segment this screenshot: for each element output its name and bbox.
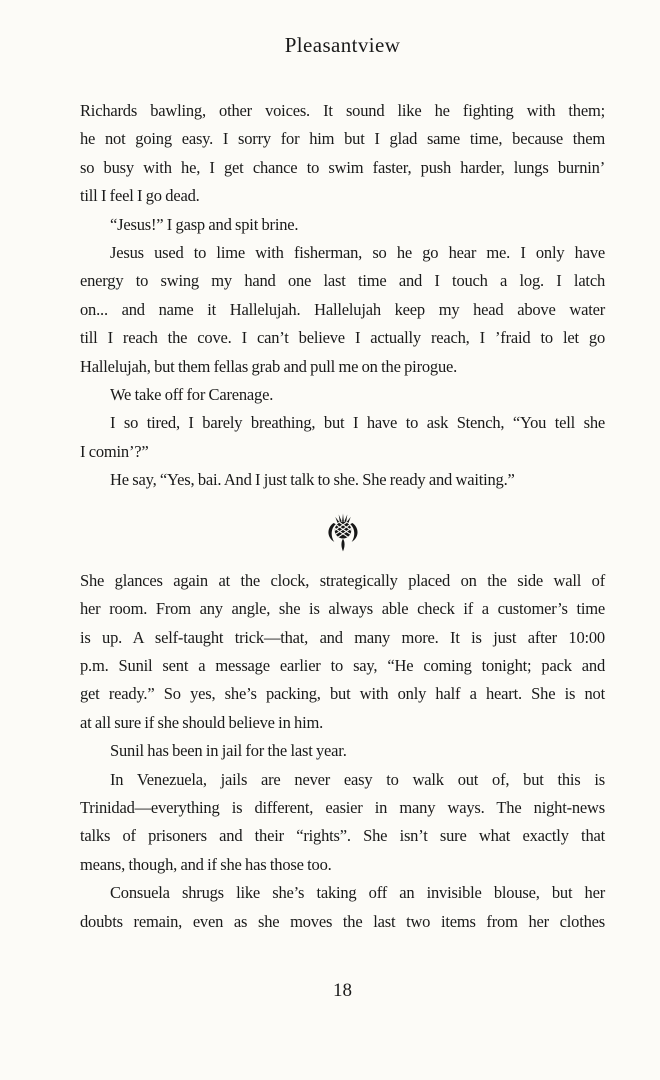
text-line: Hallelujah, but them fellas grab and pull me on the pirogue. (80, 356, 458, 376)
paragraph (80, 97, 605, 211)
text-line: is up. A self-taught trick—that, and many more. It is just after 10:00 (80, 627, 605, 647)
text-line: p.m. Sunil sent a message earlier to say, “He coming tonight; pack and (80, 655, 605, 675)
text-line: He say, “Yes, bai. And I just talk to she. She ready and waiting.” (110, 470, 515, 490)
text-line: She glances again at the clock, strategically placed on the side wall of (80, 570, 605, 590)
text-line: her room. From any angle, she is always able check if a customer’s time (80, 599, 605, 619)
text-line: I so tired, I barely breathing, but I have to ask Stench, “You tell she (110, 413, 605, 433)
paragraph (80, 409, 605, 466)
text-line: get ready.” So yes, she’s packing, but with only half a heart. She is not (80, 684, 605, 704)
text-line: he not going easy. I sorry for him but I glad same time, because them (80, 129, 605, 149)
text-line: doubts remain, even as she moves the last two items from her clothes (80, 911, 605, 931)
text-line: Trinidad—everything is different, easier in many ways. The night-news (80, 797, 605, 817)
text-line: so busy with he, I get chance to swim faster, push harder, lungs burnin’ (80, 157, 605, 177)
text-line: till I feel I go dead. (80, 186, 200, 206)
body-text (80, 97, 605, 936)
text-line: “Jesus!” I gasp and spit brine. (110, 214, 299, 234)
text-line: till I reach the cove. I can’t believe I actually reach, I ’fraid to let go (80, 328, 605, 348)
paragraph (80, 466, 605, 494)
text-line: Jesus used to lime with fisherman, so he go hear me. I only have (110, 243, 605, 263)
paragraph (80, 381, 605, 409)
text-line: on... and name it Hallelujah. Hallelujah keep my head above water (80, 299, 605, 319)
text-line: Sunil has been in jail for the last year. (110, 741, 347, 761)
text-line: Consuela shrugs like she’s taking off an invisible blouse, but her (110, 883, 605, 903)
paragraph (80, 737, 605, 765)
text-line: In Venezuela, jails are never easy to walk out of, but this is (110, 769, 605, 789)
paragraph (80, 567, 605, 737)
section-break (80, 510, 605, 554)
text-line: I comin’?” (80, 441, 149, 461)
text-line: Richards bawling, other voices. It sound like he fighting with them; (80, 101, 605, 120)
text-line: talks of prisoners and their “rights”. She isn’t sure what exactly that (80, 826, 605, 846)
paragraph (80, 879, 605, 936)
running-header: Pleasantview (284, 33, 401, 57)
paragraph (80, 211, 605, 239)
text-line: We take off for Carenage. (110, 385, 274, 405)
text-line: at all sure if she should believe in him. (80, 712, 324, 732)
page-number: 18 (333, 980, 352, 1001)
paragraph (80, 766, 605, 880)
paragraph (80, 239, 605, 381)
text-line: energy to swing my hand one last time and I touch a log. I latch (80, 271, 605, 291)
thistle-ornament-icon (325, 511, 361, 553)
text-line: means, though, and if she has those too. (80, 854, 332, 874)
